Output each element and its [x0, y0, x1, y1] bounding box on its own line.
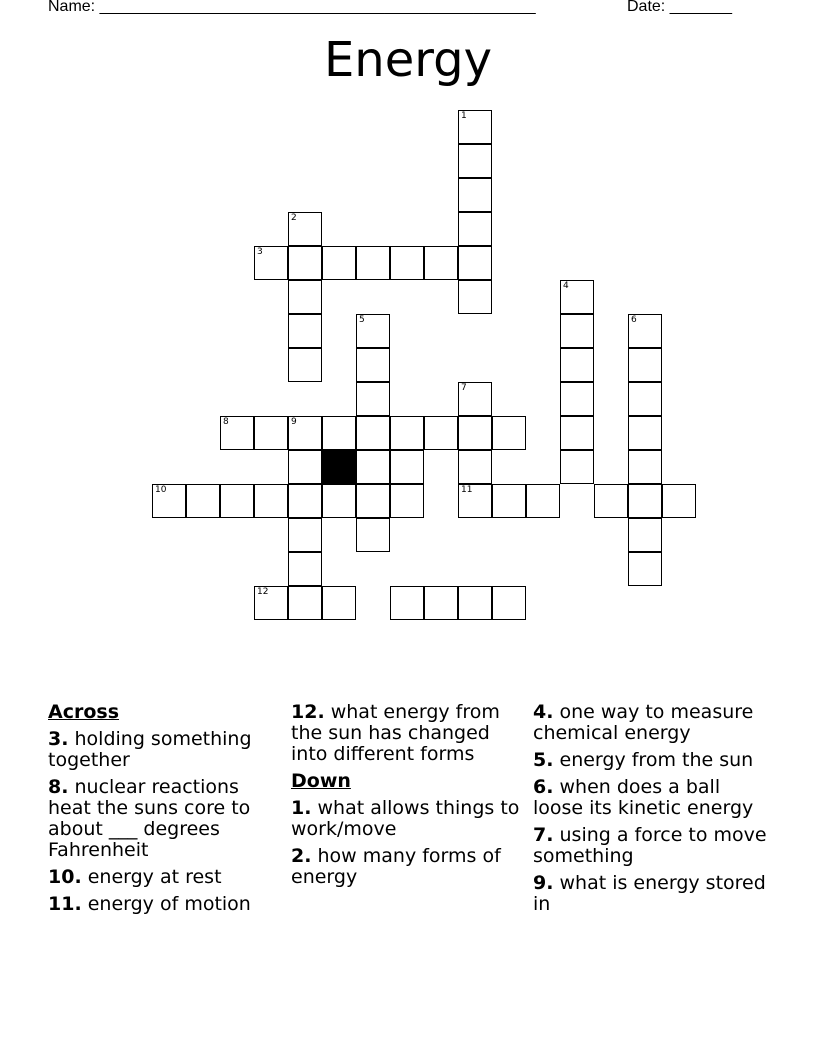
- grid-cell[interactable]: [356, 518, 390, 552]
- grid-cell[interactable]: [492, 484, 526, 518]
- grid-cell[interactable]: [390, 450, 424, 484]
- clue-item-text: energy at rest: [87, 866, 222, 888]
- grid-cell[interactable]: [152, 484, 186, 518]
- clues-column-2: [291, 702, 523, 894]
- clue-item-text: what is energy stored in: [533, 872, 766, 915]
- clue-item-text: when does a ball loose its kinetic energy: [533, 776, 754, 819]
- grid-cell[interactable]: [356, 348, 390, 382]
- clue-item: [48, 867, 280, 888]
- clue-item: [533, 825, 773, 867]
- grid-cell[interactable]: [288, 450, 322, 484]
- clue-number: 7: [461, 383, 467, 393]
- grid-cell[interactable]: [220, 416, 254, 450]
- grid-cell[interactable]: [628, 518, 662, 552]
- grid-cell[interactable]: [458, 586, 492, 620]
- grid-cell[interactable]: [254, 246, 288, 280]
- grid-cell[interactable]: [628, 382, 662, 416]
- clue-item: [291, 846, 523, 888]
- clues-column-3: [533, 702, 773, 921]
- clue-item-number: 10.: [48, 866, 82, 888]
- grid-cell[interactable]: [424, 416, 458, 450]
- grid-cell[interactable]: [186, 484, 220, 518]
- grid-cell[interactable]: [458, 484, 492, 518]
- grid-cell[interactable]: [628, 552, 662, 586]
- clue-item-number: 2.: [291, 845, 312, 867]
- grid-cell[interactable]: [288, 552, 322, 586]
- grid-cell[interactable]: [560, 450, 594, 484]
- clue-item-text: what energy from the sun has changed into different forms: [291, 701, 500, 765]
- clue-item-text: energy of motion: [87, 893, 251, 915]
- clue-item-text: energy from the sun: [559, 749, 754, 771]
- clue-number: 9: [291, 417, 297, 427]
- grid-cell[interactable]: [594, 484, 628, 518]
- grid-cell[interactable]: [628, 416, 662, 450]
- clue-number: 1: [461, 111, 467, 121]
- name-label: Name:: [48, 0, 96, 15]
- clue-item-text: one way to measure chemical energy: [533, 701, 754, 744]
- grid-cell[interactable]: [288, 484, 322, 518]
- clue-number: 6: [631, 315, 637, 325]
- grid-cell[interactable]: [628, 314, 662, 348]
- grid-cell[interactable]: [322, 416, 356, 450]
- grid-cell[interactable]: [458, 212, 492, 246]
- grid-cell[interactable]: [288, 348, 322, 382]
- grid-cell[interactable]: [560, 314, 594, 348]
- grid-cell[interactable]: [458, 246, 492, 280]
- clue-item: [533, 777, 773, 819]
- grid-cell[interactable]: [254, 586, 288, 620]
- grid-cell[interactable]: [526, 484, 560, 518]
- grid-cell[interactable]: [492, 416, 526, 450]
- grid-cell[interactable]: [220, 484, 254, 518]
- grid-cell[interactable]: [458, 280, 492, 314]
- clue-number: 10: [155, 485, 167, 495]
- grid-cell[interactable]: [356, 382, 390, 416]
- grid-cell[interactable]: [322, 484, 356, 518]
- grid-cell[interactable]: [288, 314, 322, 348]
- grid-cell[interactable]: [628, 484, 662, 518]
- grid-cell[interactable]: [390, 484, 424, 518]
- grid-cell[interactable]: [254, 416, 288, 450]
- clue-item-number: 6.: [533, 776, 554, 798]
- clue-item-text: what allows things to work/move: [291, 797, 520, 840]
- clue-item-number: 12.: [291, 701, 325, 723]
- clue-number: 12: [257, 587, 269, 597]
- grid-cell[interactable]: [424, 586, 458, 620]
- name-field[interactable]: [48, 0, 536, 16]
- down-heading: Down: [291, 770, 351, 792]
- grid-cell[interactable]: [560, 382, 594, 416]
- grid-cell[interactable]: [288, 280, 322, 314]
- grid-cell[interactable]: [322, 586, 356, 620]
- grid-cell[interactable]: [322, 246, 356, 280]
- clue-item-text: nuclear reactions heat the suns core to about ___ degrees Fahrenheit: [48, 776, 251, 861]
- grid-cell[interactable]: [560, 348, 594, 382]
- grid-cell[interactable]: [356, 246, 390, 280]
- clue-number: 2: [291, 213, 297, 223]
- clue-number: 3: [257, 247, 263, 257]
- clue-item-number: 8.: [48, 776, 69, 798]
- clue-item-number: 4.: [533, 701, 554, 723]
- clue-item-number: 1.: [291, 797, 312, 819]
- grid-cell[interactable]: [628, 450, 662, 484]
- grid-cell[interactable]: [458, 144, 492, 178]
- clue-item: [291, 798, 523, 840]
- clue-item-text: holding something together: [48, 728, 252, 771]
- clue-item-number: 11.: [48, 893, 82, 915]
- grid-cell[interactable]: [390, 246, 424, 280]
- grid-cell[interactable]: [288, 246, 322, 280]
- date-line[interactable]: _______: [669, 0, 732, 15]
- grid-cell[interactable]: [458, 416, 492, 450]
- date-field[interactable]: [627, 0, 732, 16]
- grid-cell[interactable]: [458, 178, 492, 212]
- clue-item-number: 7.: [533, 824, 554, 846]
- grid-cell[interactable]: [458, 110, 492, 144]
- grid-cell[interactable]: [628, 348, 662, 382]
- clue-item: [533, 702, 773, 744]
- grid-cell[interactable]: [288, 416, 322, 450]
- clue-number: 4: [563, 281, 569, 291]
- grid-cell[interactable]: [458, 382, 492, 416]
- clue-item-text: using a force to move something: [533, 824, 767, 867]
- grid-cell[interactable]: [356, 450, 390, 484]
- clue-item-number: 3.: [48, 728, 69, 750]
- grid-cell[interactable]: [390, 586, 424, 620]
- grid-cell[interactable]: [356, 416, 390, 450]
- grid-cell[interactable]: [458, 450, 492, 484]
- grid-cell[interactable]: [356, 484, 390, 518]
- grid-cell[interactable]: [390, 416, 424, 450]
- clue-number: 5: [359, 315, 365, 325]
- grid-cell[interactable]: [356, 314, 390, 348]
- clue-item: [533, 873, 773, 915]
- grid-cell[interactable]: [424, 246, 458, 280]
- grid-cell[interactable]: [560, 280, 594, 314]
- clues-column-1: [48, 702, 280, 921]
- date-label: Date:: [627, 0, 666, 15]
- clue-item: [48, 777, 280, 861]
- grid-cell[interactable]: [662, 484, 696, 518]
- clue-item-text: how many forms of energy: [291, 845, 501, 888]
- puzzle-title: Energy: [323, 32, 493, 88]
- grid-cell[interactable]: [288, 586, 322, 620]
- grid-cell[interactable]: [288, 518, 322, 552]
- grid-cell[interactable]: [288, 212, 322, 246]
- across-heading: Across: [48, 701, 120, 723]
- name-line[interactable]: _________________________________________________: [99, 0, 536, 15]
- clue-number: 11: [461, 485, 473, 495]
- black-square: [322, 450, 356, 484]
- clue-item-number: 9.: [533, 872, 554, 894]
- clue-item: [533, 750, 773, 771]
- grid-cell[interactable]: [492, 586, 526, 620]
- grid-cell[interactable]: [560, 416, 594, 450]
- clue-number: 8: [223, 417, 229, 427]
- clue-item: [48, 894, 280, 915]
- clue-item: [291, 702, 523, 765]
- grid-cell[interactable]: [254, 484, 288, 518]
- clue-item: [48, 729, 280, 771]
- clue-item-number: 5.: [533, 749, 554, 771]
